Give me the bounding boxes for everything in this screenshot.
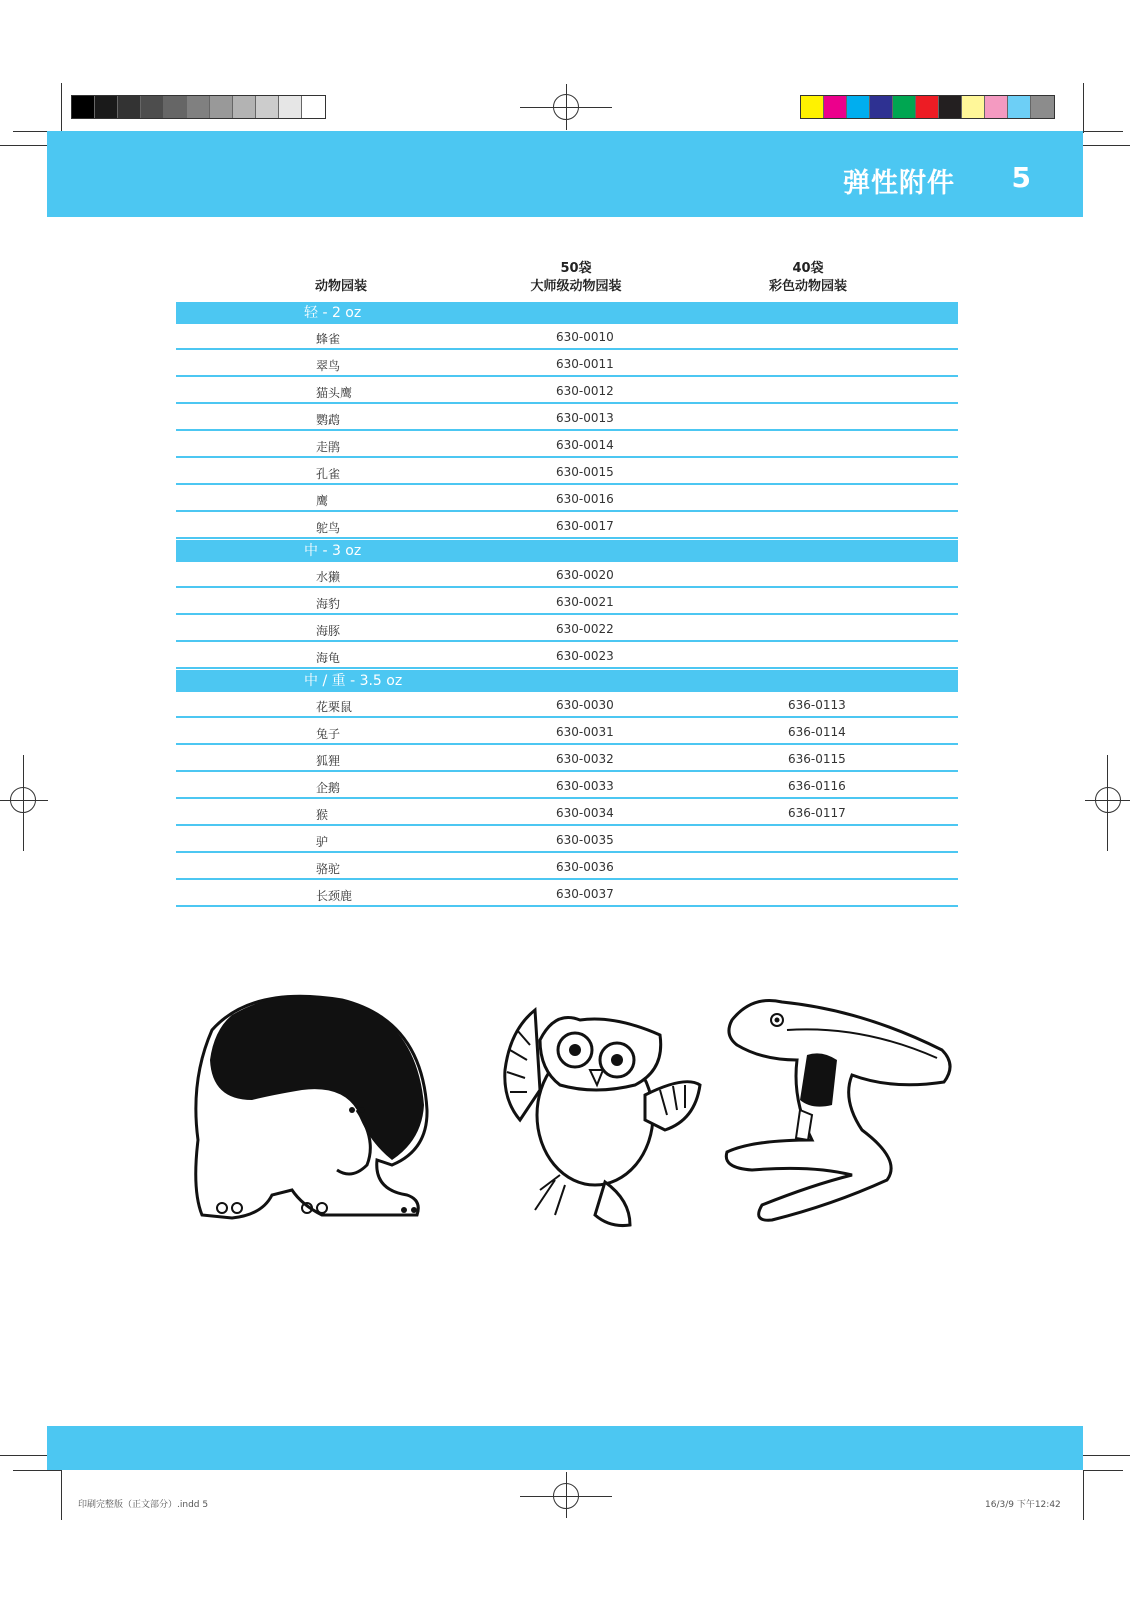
animal-name: 花栗鼠 — [316, 700, 353, 714]
animal-name: 海龟 — [316, 651, 341, 665]
animal-name: 猫头鹰 — [316, 386, 353, 400]
table-row — [176, 800, 958, 826]
master-zoo-code: 630-0030 — [556, 698, 614, 712]
color-swatch — [870, 96, 893, 118]
table-row — [176, 324, 958, 350]
animal-name: 骆驼 — [316, 862, 341, 876]
master-zoo-code: 630-0035 — [556, 833, 614, 847]
table-row — [176, 746, 958, 772]
animal-name: 鹦鹉 — [316, 413, 341, 427]
table-row — [176, 562, 958, 588]
color-zoo-code: 636-0114 — [788, 725, 846, 739]
color-swatch — [916, 96, 939, 118]
master-zoo-code: 630-0023 — [556, 649, 614, 663]
master-zoo-code: 630-0031 — [556, 725, 614, 739]
animal-name: 蜂雀 — [316, 332, 341, 346]
color-swatch — [302, 96, 325, 118]
crop-mark — [0, 1455, 47, 1456]
table-row — [176, 351, 958, 377]
crop-mark — [0, 145, 47, 146]
crop-mark — [13, 1470, 61, 1471]
master-zoo-code: 630-0012 — [556, 384, 614, 398]
header-band — [47, 131, 1083, 217]
master-zoo-code: 630-0010 — [556, 330, 614, 344]
animal-name: 驴 — [316, 835, 329, 849]
color-zoo-code: 636-0113 — [788, 698, 846, 712]
table-row — [176, 616, 958, 642]
table-row — [176, 589, 958, 615]
master-zoo-code: 630-0022 — [556, 622, 614, 636]
table-row — [176, 854, 958, 880]
animal-name: 鹰 — [316, 494, 329, 508]
color-swatch — [256, 96, 279, 118]
animal-name: 兔子 — [316, 727, 341, 741]
master-zoo-code: 630-0011 — [556, 357, 614, 371]
master-zoo-code: 630-0015 — [556, 465, 614, 479]
animal-name: 海豹 — [316, 597, 341, 611]
table-row — [176, 643, 958, 669]
elephant-illustration — [192, 990, 432, 1230]
color-swatch — [164, 96, 187, 118]
animal-name: 海豚 — [316, 624, 341, 638]
color-swatch — [210, 96, 233, 118]
table-row — [176, 773, 958, 799]
animal-name: 鸵鸟 — [316, 521, 341, 535]
color-swatch — [95, 96, 118, 118]
color-swatch — [141, 96, 164, 118]
master-zoo-code: 630-0020 — [556, 568, 614, 582]
table-row — [176, 513, 958, 539]
timestamp-slug: 16/3/9 下午12:42 — [985, 1500, 1061, 1510]
column-header-animal: 动物园装 — [314, 279, 367, 294]
footer-band — [47, 1426, 1083, 1470]
master-zoo-code: 630-0016 — [556, 492, 614, 506]
color-swatch — [939, 96, 962, 118]
column-header-count: 40袋 — [792, 261, 824, 276]
color-swatch — [118, 96, 141, 118]
master-zoo-code: 630-0037 — [556, 887, 614, 901]
master-zoo-code: 630-0014 — [556, 438, 614, 452]
color-zoo-code: 636-0116 — [788, 779, 846, 793]
animal-name: 长颈鹿 — [316, 889, 353, 903]
color-swatch — [279, 96, 302, 118]
color-zoo-code: 636-0115 — [788, 752, 846, 766]
master-zoo-code: 630-0013 — [556, 411, 614, 425]
column-header-master-zoo — [496, 260, 656, 296]
table-row — [176, 719, 958, 745]
table-row — [176, 432, 958, 458]
crop-mark — [1083, 145, 1130, 146]
animal-name: 水獭 — [316, 570, 341, 584]
page-number: 5 — [1011, 161, 1031, 194]
column-header-count: 50袋 — [560, 261, 592, 276]
table-row — [176, 486, 958, 512]
color-swatch — [893, 96, 916, 118]
color-zoo-code: 636-0117 — [788, 806, 846, 820]
color-swatch — [985, 96, 1008, 118]
animal-name: 猴 — [316, 808, 329, 822]
table-row — [176, 827, 958, 853]
table-row — [176, 881, 958, 907]
master-zoo-code: 630-0017 — [556, 519, 614, 533]
master-zoo-code: 630-0021 — [556, 595, 614, 609]
column-header-color-zoo — [728, 260, 888, 296]
animal-name: 走鹃 — [316, 440, 341, 454]
color-swatch — [233, 96, 256, 118]
animal-name: 翠鸟 — [316, 359, 341, 373]
crop-mark — [1083, 1470, 1123, 1471]
color-swatch — [801, 96, 824, 118]
color-swatch — [824, 96, 847, 118]
owl-illustration — [495, 990, 710, 1230]
color-swatch — [1031, 96, 1054, 118]
section-header: 轻 - 2 oz — [176, 302, 958, 324]
cmyk-color-bar — [800, 95, 1055, 119]
color-swatch — [72, 96, 95, 118]
animal-name: 孔雀 — [316, 467, 341, 481]
table-row — [176, 459, 958, 485]
color-swatch — [962, 96, 985, 118]
master-zoo-code: 630-0036 — [556, 860, 614, 874]
crop-mark — [1083, 1470, 1084, 1520]
table-row — [176, 692, 958, 718]
crop-mark — [61, 1470, 62, 1520]
table-row — [176, 405, 958, 431]
master-zoo-code: 630-0033 — [556, 779, 614, 793]
color-swatch — [187, 96, 210, 118]
section-header: 中 / 重 - 3.5 oz — [176, 670, 958, 692]
animal-name: 企鹅 — [316, 781, 341, 795]
master-zoo-code: 630-0034 — [556, 806, 614, 820]
column-header-name: 彩色动物园装 — [768, 279, 847, 294]
rabbit-illustration — [712, 990, 957, 1230]
table-row — [176, 378, 958, 404]
crop-mark — [61, 83, 62, 133]
crop-mark — [1083, 1455, 1130, 1456]
grayscale-color-bar — [71, 95, 326, 119]
crop-mark — [1083, 131, 1123, 132]
color-swatch — [1008, 96, 1031, 118]
animal-name: 狐狸 — [316, 754, 341, 768]
master-zoo-code: 630-0032 — [556, 752, 614, 766]
color-swatch — [847, 96, 870, 118]
crop-mark — [1083, 83, 1084, 133]
section-header: 中 - 3 oz — [176, 540, 958, 562]
column-header-name: 大师级动物园装 — [530, 279, 622, 294]
file-slug: 印刷完整版（正文部分）.indd 5 — [78, 1500, 209, 1510]
page-title: 弹性附件 — [843, 168, 955, 199]
